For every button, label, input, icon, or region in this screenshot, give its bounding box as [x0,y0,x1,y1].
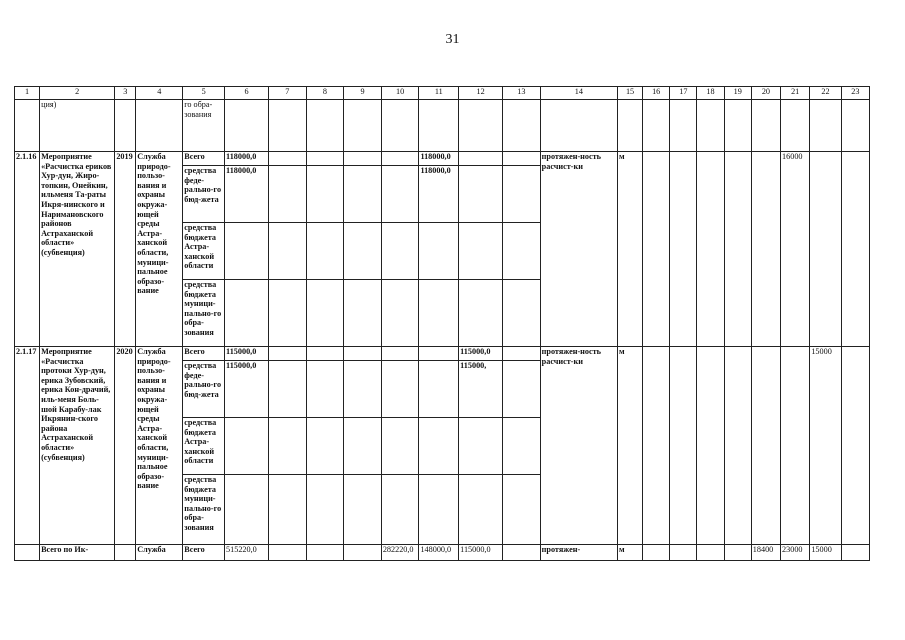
col-header: 20 [751,87,780,100]
col-header: 10 [381,87,419,100]
cell-target: 23000 [781,545,810,561]
cell-amount: 115000,0 [225,361,269,418]
cell-target [781,347,810,545]
col-header: 16 [643,87,670,100]
cell-name: Всего по Ик- [40,545,115,561]
col-header: 3 [115,87,136,100]
col-header: 1 [15,87,40,100]
col-header: 5 [183,87,225,100]
cell-amount: 115000, [459,361,503,418]
cell-source: Всего [183,347,225,361]
cell-source: средства феде-рально-го бюд-жета [183,166,225,223]
cell-source: средства бюджета муници-пально-го обра-зования [183,280,225,347]
continuation-row [15,100,870,152]
col-header: 23 [841,87,869,100]
cell-amount: 115000,0 [459,347,503,361]
cell-source: средства бюджета Астра-ханской области [183,418,225,475]
cell-amount [419,347,459,361]
cell-amount [459,152,503,166]
cell-source: го обра-зования [183,100,225,152]
col-header: 18 [697,87,724,100]
col-header: 17 [670,87,697,100]
budget-table [14,86,870,561]
cell-amount: 118000,0 [225,166,269,223]
table-row [15,347,870,361]
cell-source: средства бюджета муници-пально-го обра-зования [183,475,225,545]
col-header: 12 [459,87,503,100]
cell-indicator: протяжен- [540,545,617,561]
total-row [15,545,870,561]
cell-amount: 115000,0 [225,347,269,361]
cell-code: 2.1.16 [15,152,40,347]
col-header: 15 [618,87,643,100]
cell-target [810,152,841,347]
cell-amount: 282220,0 [381,545,419,561]
cell-source: средства бюджета Астра-ханской области [183,223,225,280]
cell-amount: 148000,0 [419,545,459,561]
cell-amount: 515220,0 [225,545,269,561]
col-header: 19 [724,87,751,100]
cell-name: ция) [40,100,115,152]
cell-amount: 115000,0 [459,545,503,561]
col-header: 4 [136,87,183,100]
col-header: 21 [781,87,810,100]
cell-executor: Служба природо-пользо-вания и охраны окружа-ющей среды Астра-ханской области, муници-пальное образо-вание [136,347,183,545]
cell-indicator: протяжен-ность расчист-ки [540,347,617,545]
cell-source: Всего [183,152,225,166]
page-number: 31 [445,32,460,47]
cell-amount: 118000,0 [419,152,459,166]
cell-year: 2019 [115,152,136,347]
cell-name: Мероприятие «Расчистка ериков Хур-дун, Жиро-топкин, Онейкин, ильменя Та-раты Икря-нинского и Наримановского районов Астраханской области» (субвенция) [40,152,115,347]
cell-target: 15000 [810,545,841,561]
col-header: 9 [344,87,382,100]
cell-executor: Служба [136,545,183,561]
col-header: 11 [419,87,459,100]
cell-source: Всего [183,545,225,561]
col-header: 14 [540,87,617,100]
cell-unit: м [618,347,643,545]
cell-amount: 118000,0 [419,166,459,223]
cell-target: 18400 [751,545,780,561]
col-header: 22 [810,87,841,100]
table-row [15,152,870,166]
cell-amount [459,166,503,223]
col-header: 2 [40,87,115,100]
col-header: 13 [503,87,541,100]
cell-amount [419,361,459,418]
col-header: 6 [225,87,269,100]
cell-indicator: протяжен-ность расчист-ки [540,152,617,347]
col-header: 8 [306,87,344,100]
cell-unit: м [618,152,643,347]
cell-source: средства феде-рально-го бюд-жета [183,361,225,418]
column-number-row [15,87,870,100]
col-header: 7 [268,87,306,100]
cell-name: Мероприятие «Расчистка протоки Хур-дун, ерика Зубовский, ерика Кон-драчий, иль-меня Боль-шой Карабу-лак Икрянин-ского района Астраханской области» (субвенция) [40,347,115,545]
cell-target: 15000 [810,347,841,545]
cell-unit: м [618,545,643,561]
cell-code: 2.1.17 [15,347,40,545]
cell-target: 16000 [781,152,810,347]
cell-amount: 118000,0 [225,152,269,166]
cell-executor: Служба природо-пользо-вания и охраны окружа-ющей среды Астра-ханской области, муници-пальное образо-вание [136,152,183,347]
cell-year: 2020 [115,347,136,545]
